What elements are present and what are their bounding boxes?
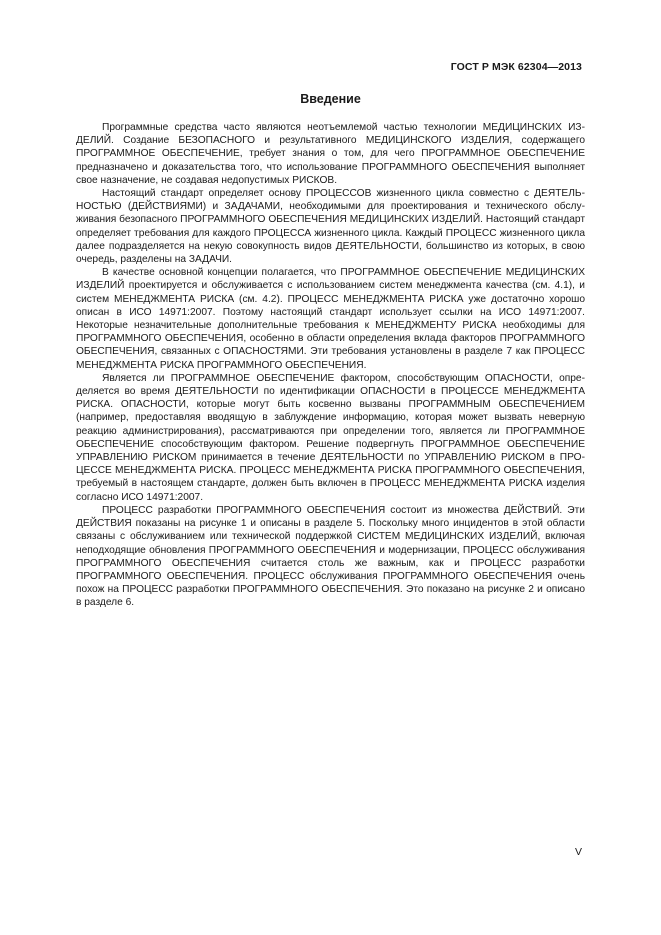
body-text	[76, 121, 585, 610]
paragraph-3: В качестве основной концепции полагается, что ПРОГРАММНОЕ ОБЕСПЕЧЕНИЕ МЕДИЦИНСКИХ ИЗДЕЛИЙ проектируется и обслуживается с использованием систем менеджмента качества (см. 4.1), и систем МЕНЕДЖМЕНТА РИСКА (см. 4.2). ПРОЦЕСС МЕНЕДЖМЕНТА РИСКА уже достаточно хорошо описан в ИСО 14971:2007. Поэтому настоящий стандарт использует ссылки на ИСО 14971:2007. Некоторые незначительные дополнительные требования к МЕНЕДЖМЕНТУ РИСКА необходимы для ПРОГРАММНОГО ОБЕСПЕЧЕНИЯ, особенно в области определения вклада факторов ПРОГРАММНОГО ОБЕСПЕЧЕНИЯ, связанных с ОПАСНОСТЯМИ. Эти требования установлены в разделе 7 как ПРОЦЕСС МЕНЕДЖМЕНТА РИСКА ПРОГРАММНОГО ОБЕСПЕЧЕНИЯ.	[76, 267, 585, 371]
paragraph-1: Программные средства часто являются неотъемлемой частью технологии МЕДИЦИНСКИХ ИЗДЕЛИЙ. Создание БЕЗОПАСНОГО и результативного МЕДИЦИНСКОГО ИЗДЕЛИЯ, содержащего ПРОГРАММНОЕ ОБЕСПЕЧЕНИЕ, требует знания о том, для чего ПРОГРАММНОЕ ОБЕСПЕЧЕНИЕ предназначено и доказательства того, что использование ПРОГРАММНОГО ОБЕСПЕЧЕНИЯ выполняет свое назначение, не создавая недопустимых РИСКОВ.	[76, 122, 585, 186]
paragraph-5: ПРОЦЕСС разработки ПРОГРАММНОГО ОБЕСПЕЧЕНИЯ состоит из множества ДЕЙСТВИЙ. Эти ДЕЙСТВИЯ показаны на рисунке 1 и описаны в разделе 5. Поскольку много инцидентов в этой области связаны с обслуживанием или технической поддержкой СИСТЕМ МЕДИЦИНСКИХ ИЗДЕЛИЙ, включая неподходящие обновления ПРОГРАММНОГО ОБЕСПЕЧЕНИЯ и модернизации, ПРОЦЕСС обслуживания ПРОГРАММНОГО ОБЕСПЕЧЕНИЯ считается столь же важным, как и ПРОЦЕСС разработки ПРОГРАММНОГО ОБЕСПЕЧЕНИЯ. ПРОЦЕСС обслуживания ПРОГРАММНОГО ОБЕСПЕЧЕНИЯ очень похож на ПРОЦЕСС разработки ПРОГРАММНОГО ОБЕСПЕЧЕНИЯ. Это показано на рисунке 2 и описано в разделе 6.	[76, 504, 585, 609]
page-number: V	[574, 846, 582, 858]
paragraph-2: Настоящий стандарт определяет основу ПРОЦЕССОВ жизненного цикла совместно с ДЕЯТЕЛЬНОСТЬЮ (ДЕЙСТВИЯМИ) и ЗАДАЧАМИ, необходимыми для проектирования и технического обслуживания безопасного ПРОГРАММНОГО ОБЕСПЕЧЕНИЯ МЕДИЦИНСКИХ ИЗДЕЛИЙ. Настоящий стандарт определяет требования для каждого ПРОЦЕССА жизненного цикла. Каждый ПРОЦЕСС жизненного цикла далее подразделяется на некую совокупность видов ДЕЯТЕЛЬНОСТИ, большинство из которых, в свою очередь, разделены на ЗАДАЧИ.	[76, 188, 585, 266]
paragraph-4: Является ли ПРОГРАММНОЕ ОБЕСПЕЧЕНИЕ фактором, способствующим ОПАСНОСТИ, определяется во время ДЕЯТЕЛЬНОСТИ по идентификации ОПАСНОСТИ в ПРОЦЕССЕ МЕНЕДЖМЕНТА РИСКА. ОПАСНОСТИ, которые могут быть косвенно вызваны ПРОГРАММНЫМ ОБЕСПЕЧЕНИЕМ (например, предоставляя вводящую в заблуждение информацию, которая может вызвать неверную реакцию администрирования), рассматриваются при определении того, является ли ПРОГРАММНОЕ ОБЕСПЕЧЕНИЕ способствующим фактором. Решение подвергнуть ПРОГРАММНОЕ ОБЕСПЕЧЕНИЕ УПРАВЛЕНИЮ РИСКОМ принимается в течение ДЕЯТЕЛЬНОСТИ по УПРАВЛЕНИЮ РИСКОМ в ПРОЦЕССЕ МЕНЕДЖМЕНТА РИСКА. ПРОЦЕСС МЕНЕДЖМЕНТА РИСКА ПРОГРАММНОГО ОБЕСПЕЧЕНИЯ, требуемый в настоящем стандарте, должен быть включен в ПРОЦЕСС МЕНЕДЖМЕНТА РИСКА изделия согласно ИСО 14971:2007.	[76, 372, 585, 503]
section-title: Введение	[300, 92, 361, 106]
standard-code: ГОСТ Р МЭК 62304—2013	[450, 61, 582, 73]
